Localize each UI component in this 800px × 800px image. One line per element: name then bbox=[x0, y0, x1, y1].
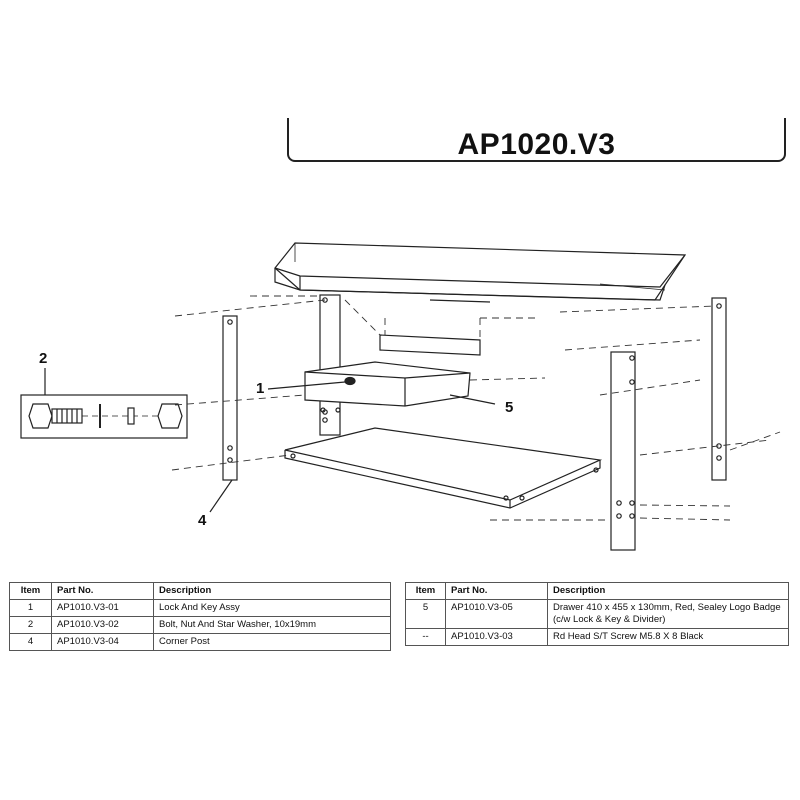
cell-part-no: AP1010.V3-03 bbox=[446, 629, 548, 646]
header-part-no: Part No. bbox=[446, 583, 548, 600]
header-item: Item bbox=[406, 583, 446, 600]
cell-part-no: AP1010.V3-04 bbox=[52, 634, 154, 651]
bolt-assembly-inset bbox=[21, 395, 187, 438]
header-item: Item bbox=[10, 583, 52, 600]
callout-1: 1 bbox=[256, 380, 265, 397]
table-row bbox=[10, 617, 391, 634]
rear-right-post bbox=[712, 298, 726, 480]
callout-4: 4 bbox=[198, 512, 207, 529]
parts-table-right bbox=[405, 582, 789, 646]
table-header-row bbox=[406, 583, 789, 600]
drawer-runner bbox=[380, 300, 490, 355]
rear-left-post bbox=[320, 295, 340, 435]
header-description: Description bbox=[548, 583, 789, 600]
table-header-row bbox=[10, 583, 391, 600]
table-row bbox=[406, 629, 789, 646]
parts-table-left bbox=[9, 582, 391, 651]
cell-item: 2 bbox=[10, 617, 52, 634]
corner-post-left bbox=[223, 316, 237, 480]
table-row bbox=[10, 600, 391, 617]
front-right-post bbox=[611, 352, 635, 550]
cell-item: -- bbox=[406, 629, 446, 646]
cell-part-no: AP1010.V3-02 bbox=[52, 617, 154, 634]
cell-description: Corner Post bbox=[154, 634, 391, 651]
worktop bbox=[275, 243, 685, 300]
cell-part-no: AP1010.V3-01 bbox=[52, 600, 154, 617]
cell-item: 4 bbox=[10, 634, 52, 651]
header-part-no: Part No. bbox=[52, 583, 154, 600]
cell-description: Drawer 410 x 455 x 130mm, Red, Sealey Logo Badge (c/w Lock & Key & Divider) bbox=[548, 600, 789, 629]
table-row bbox=[406, 600, 789, 629]
cell-part-no: AP1010.V3-05 bbox=[446, 600, 548, 629]
cell-item: 1 bbox=[10, 600, 52, 617]
cell-description: Rd Head S/T Screw M5.8 X 8 Black bbox=[548, 629, 789, 646]
table-row bbox=[10, 634, 391, 651]
callout-2: 2 bbox=[39, 350, 48, 367]
cell-item: 5 bbox=[406, 600, 446, 629]
cell-description: Lock And Key Assy bbox=[154, 600, 391, 617]
callout-5: 5 bbox=[505, 399, 514, 416]
cell-description: Bolt, Nut And Star Washer, 10x19mm bbox=[154, 617, 391, 634]
bottom-shelf bbox=[285, 428, 600, 508]
header-description: Description bbox=[154, 583, 391, 600]
diagram-title: AP1020.V3 bbox=[457, 128, 616, 161]
